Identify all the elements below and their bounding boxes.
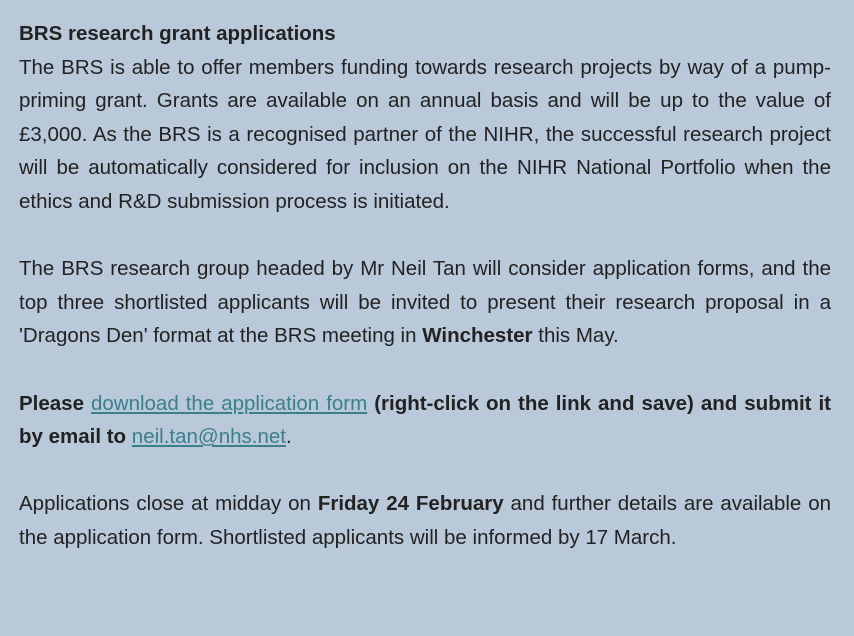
deadline-date: Friday 24 February [317,492,504,516]
please-text: Please [19,391,84,415]
submission-instruction: (right-click on the link and save) and submit it by email to [19,391,831,449]
application-paragraph [19,387,831,454]
meeting-location: Winchester [422,324,533,348]
research-group-text: The BRS research group headed by Mr Neil Tan will consider application forms, and the top three shortlisted applicants will be invited to present their research proposal in a 'Dragons Den' format at the BRS meeting in [19,257,831,348]
page-title: BRS research grant applications [19,22,336,45]
deadline-text-end: and further details are available on the application form. Shortlisted applicants will be informed by 17 March. [19,492,832,549]
deadline-paragraph [19,487,831,554]
email-link[interactable]: neil.tan@nhs.net [131,425,286,449]
sentence-end: . [285,425,292,449]
article-content [19,17,831,588]
research-group-text-end: this May. [532,324,619,348]
intro-paragraph: The BRS is able to offer members funding towards research projects by way of a pump-priming grant. Grants are available on an annual basis and will be up to the value of £3,000. As the BRS is a recognised partner of the NIHR, the successful research project will be automatically considered for inclusion on the NIHR National Portfolio when the ethics and R&D submission process is initiated. [19,55,831,213]
research-group-paragraph [19,252,831,353]
download-application-form-link[interactable]: download the application form [90,391,368,415]
deadline-text: Applications close at midday on [19,492,318,516]
